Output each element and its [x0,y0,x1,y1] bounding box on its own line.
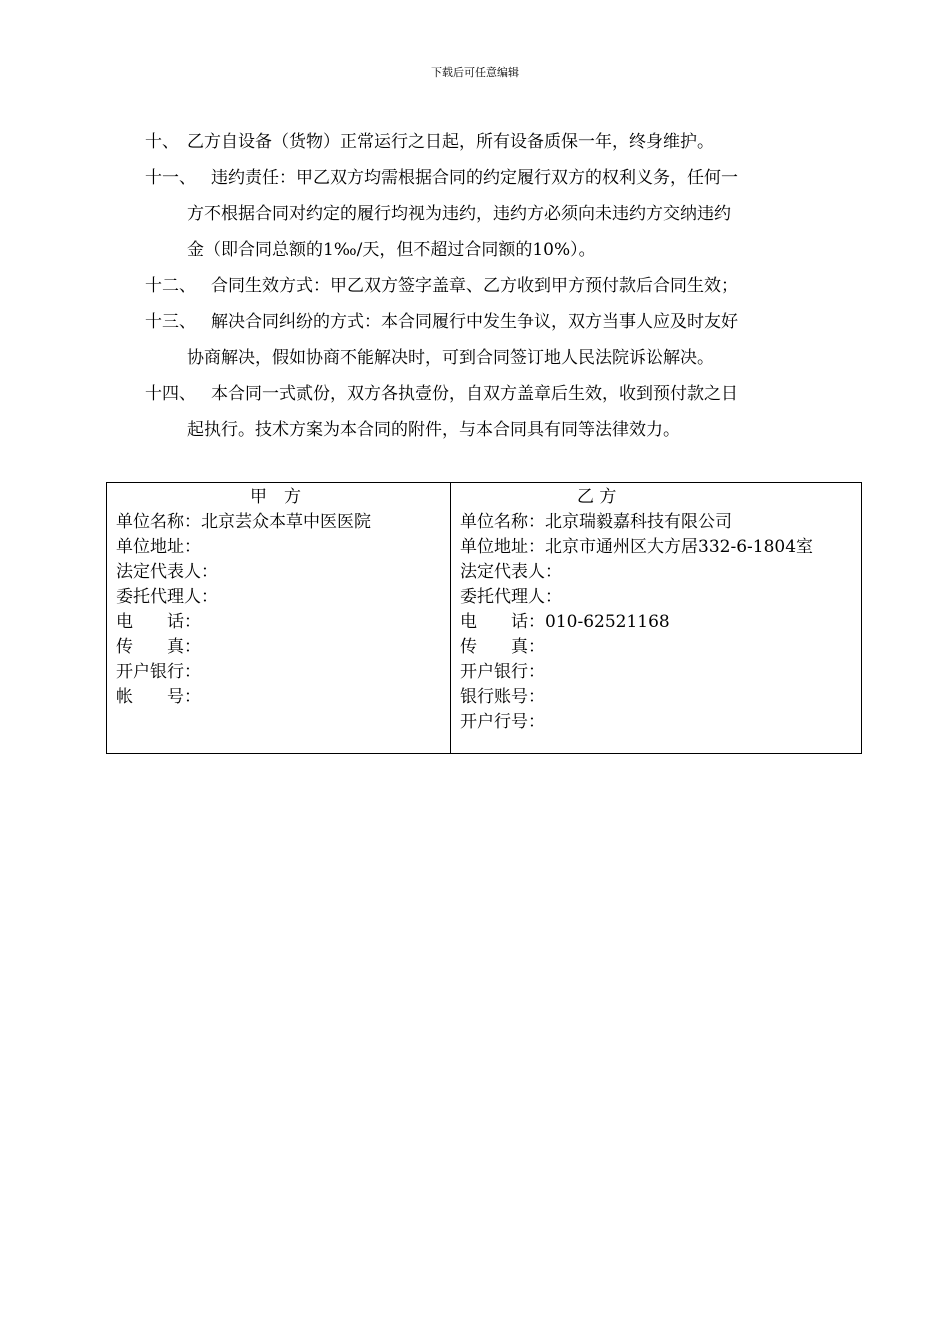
clause-number: 十二、 [145,276,196,296]
clause-text [211,376,817,412]
party-b-agent: 委托代理人： [460,587,562,607]
party-b-title: 乙 方 [577,487,617,507]
party-b-bank: 开户银行： [460,662,545,682]
clause-line: 解决合同纠纷的方式：本合同履行中发生争议，双方当事人应及时友好 [211,312,738,332]
clause-text [211,268,817,304]
party-a-fax: 传 真： [116,637,201,657]
clause-14 [145,376,817,412]
party-b-fax: 传 真： [460,637,545,657]
party-a-legal-rep: 法定代表人： [116,562,218,582]
clause-text [211,304,817,340]
clause-line: 合同生效方式：甲乙双方签字盖章、乙方收到甲方预付款后合同生效； [211,276,738,296]
contract-clauses [145,124,817,448]
party-a-address: 单位地址： [116,537,201,557]
clause-text [187,124,817,160]
party-a-phone: 电 话： [116,612,201,632]
clause-number: 十四、 [145,384,196,404]
party-a-column [107,483,451,753]
signature-table [106,482,862,754]
party-b-column [451,483,861,753]
clause-line: 起执行。技术方案为本合同的附件，与本合同具有同等法律效力。 [187,420,680,440]
clause-line: 本合同一式贰份，双方各执壹份，自双方盖章后生效，收到预付款之日 [211,384,738,404]
party-a-unit-name: 单位名称：北京芸众本草中医医院 [116,512,371,532]
clause-text [211,160,817,196]
party-a-title: 甲 方 [250,487,301,507]
party-b-unit-name: 单位名称：北京瑞毅嘉科技有限公司 [460,512,732,532]
clause-number: 十一、 [145,168,196,188]
party-b-phone: 电 话：010-62521168 [460,612,670,632]
clause-line: 乙方自设备（货物）正常运行之日起，所有设备质保一年，终身维护。 [187,132,714,152]
party-b-legal-rep: 法定代表人： [460,562,562,582]
party-b-account: 银行账号： [460,687,545,707]
clause-line: 金（即合同总额的1‰/天，但不超过合同额的10%）。 [187,240,596,260]
party-a-bank: 开户银行： [116,662,201,682]
page-header-note: 下载后可任意编辑 [431,66,519,79]
clause-11 [145,160,817,196]
clause-line: 方不根据合同对约定的履行均视为违约，违约方必须向未违约方交纳违约 [187,204,731,224]
clause-13 [145,304,817,340]
clause-number: 十三、 [145,312,196,332]
party-b-address: 单位地址：北京市通州区大方居332-6-1804室 [460,537,814,557]
clause-12 [145,268,817,304]
party-b-bank-code: 开户行号： [460,712,545,732]
clause-10 [145,124,817,160]
party-a-account: 帐 号： [116,687,201,707]
clause-line: 违约责任：甲乙双方均需根据合同的约定履行双方的权利义务，任何一 [211,168,738,188]
clause-line: 协商解决，假如协商不能解决时，可到合同签订地人民法院诉讼解决。 [187,348,714,368]
clause-number: 十、 [145,132,179,152]
party-a-agent: 委托代理人： [116,587,218,607]
